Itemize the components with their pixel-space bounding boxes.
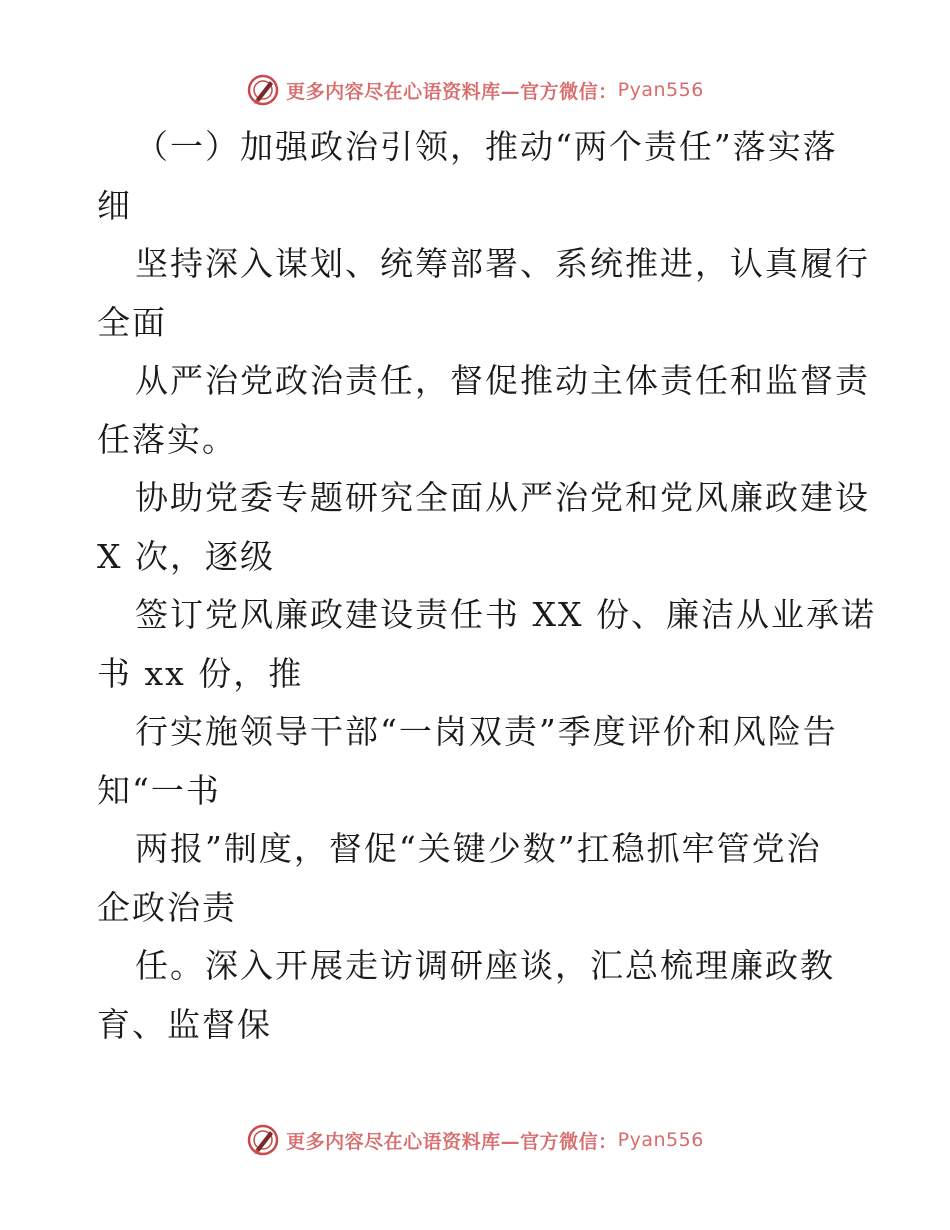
document-line: 育、监督保 — [97, 1004, 272, 1044]
document-body — [97, 118, 876, 1054]
document-line: （一）加强政治引领，推动“两个责任”落实落 — [135, 127, 838, 166]
document-line: 两报”制度，督促“关键少数”扛稳抓牢管党治 — [135, 829, 822, 868]
document-line: 书 xx 份，推 — [97, 653, 304, 693]
document-line: 签订党风廉政建设责任书 XX 份、廉洁从业承诺 — [135, 595, 876, 634]
footer-watermark-banner — [0, 1120, 950, 1160]
document-line: 协助党委专题研究全面从严治党和党风廉政建设 — [135, 478, 870, 517]
pen-nib-logo-icon — [246, 73, 280, 107]
watermark-text: 更多内容尽在心语资料库—官方微信： — [286, 80, 618, 103]
document-line: 企政治责 — [97, 887, 237, 927]
document-line: 知“一书 — [97, 770, 221, 810]
watermark-wechat-id: Pyan556 — [617, 79, 704, 101]
document-line: 行实施领导干部“一岗双责”季度评价和风险告 — [135, 712, 838, 751]
header-watermark-banner — [0, 70, 950, 110]
document-line: 从严治党政治责任，督促推动主体责任和监督责 — [135, 361, 870, 400]
document-line: 细 — [97, 185, 132, 225]
document-line: 任落实。 — [97, 419, 237, 459]
watermark-text: 更多内容尽在心语资料库—官方微信： — [286, 1130, 618, 1153]
document-line: X 次，逐级 — [97, 536, 275, 576]
watermark-wechat-id: Pyan556 — [617, 1129, 704, 1151]
pen-nib-logo-icon — [246, 1123, 280, 1157]
document-line: 坚持深入谋划、统筹部署、系统推进，认真履行 — [135, 244, 870, 283]
document-line: 任。深入开展走访调研座谈，汇总梳理廉政教 — [135, 946, 835, 985]
document-line: 全面 — [97, 302, 167, 342]
